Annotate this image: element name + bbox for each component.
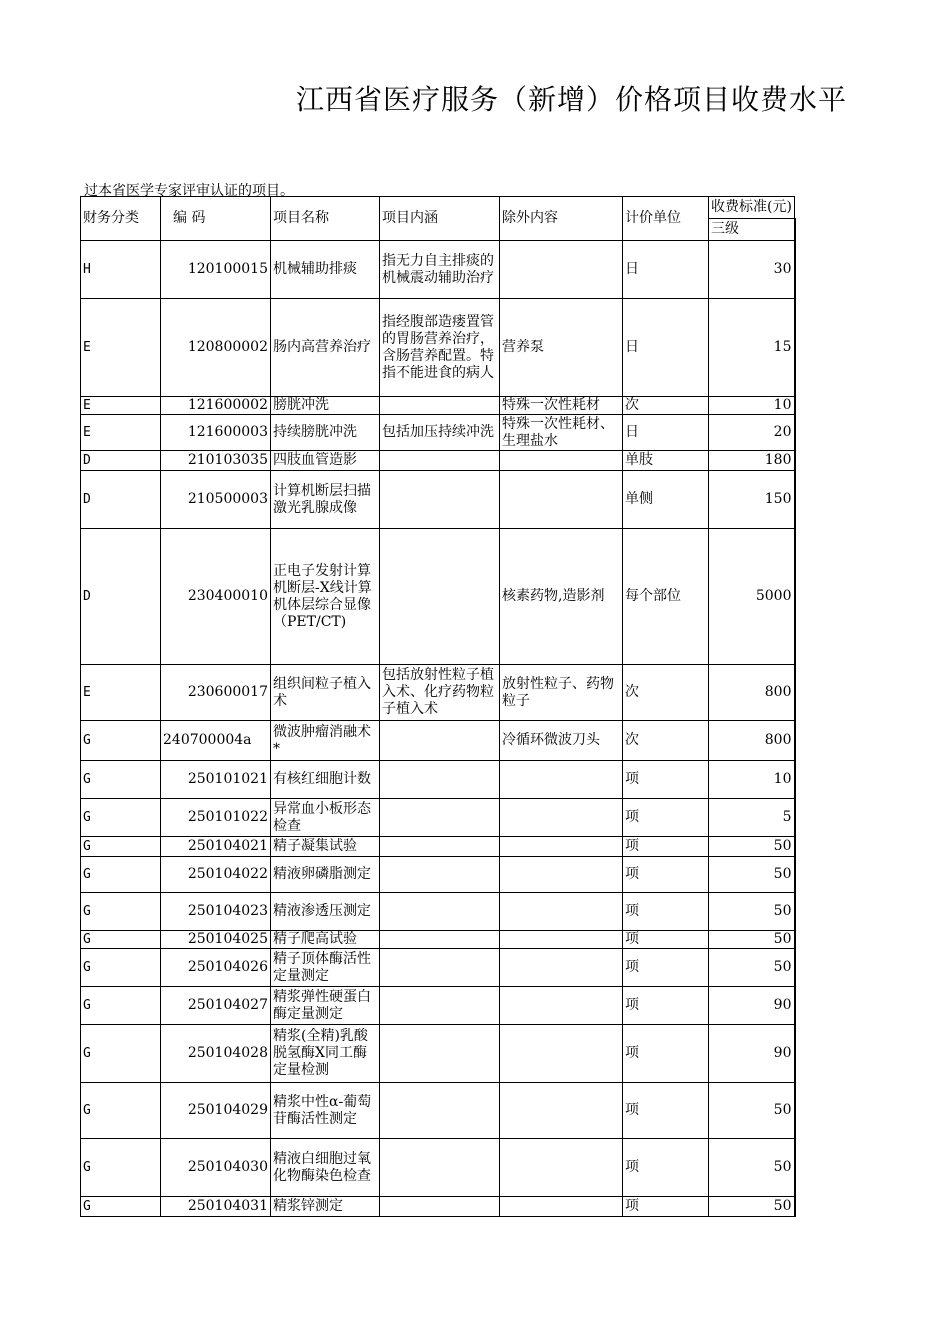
cell-code: 250104031 xyxy=(161,1197,271,1217)
table-row xyxy=(81,931,795,949)
cell-unit: 次 xyxy=(623,665,709,721)
cell-name: 有核红细胞计数 xyxy=(271,761,380,799)
cell-price: 5 xyxy=(709,799,795,837)
cell-price: 180 xyxy=(709,451,795,471)
cell-unit: 项 xyxy=(623,949,709,987)
cell-content: 指经腹部造瘘置管的胃肠营养治疗，含肠营养配置。特指不能进食的病人 xyxy=(380,299,500,397)
price-table xyxy=(80,196,796,1217)
table-row xyxy=(81,721,795,761)
table-row xyxy=(81,299,795,397)
cell-category: G xyxy=(81,1139,161,1197)
cell-content xyxy=(380,761,500,799)
cell-name: 机械辅助排痰 xyxy=(271,241,380,299)
cell-category: E xyxy=(81,299,161,397)
cell-excluded xyxy=(500,1083,623,1139)
cell-price: 50 xyxy=(709,857,795,893)
cell-unit: 日 xyxy=(623,415,709,451)
cell-name: 肠内高营养治疗 xyxy=(271,299,380,397)
cell-price: 50 xyxy=(709,837,795,857)
cell-price: 10 xyxy=(709,761,795,799)
table-row xyxy=(81,987,795,1025)
cell-excluded xyxy=(500,893,623,931)
header-code: 编 码 xyxy=(161,197,271,241)
cell-content: 指无力自主排痰的机械震动辅助治疗 xyxy=(380,241,500,299)
cell-price: 15 xyxy=(709,299,795,397)
table-row xyxy=(81,471,795,529)
cell-category: G xyxy=(81,799,161,837)
cell-code: 250101021 xyxy=(161,761,271,799)
cell-price: 30 xyxy=(709,241,795,299)
cell-name: 异常血小板形态检查 xyxy=(271,799,380,837)
cell-excluded xyxy=(500,471,623,529)
cell-category: G xyxy=(81,721,161,761)
cell-category: G xyxy=(81,837,161,857)
cell-code: 121600002 xyxy=(161,397,271,415)
cell-price: 50 xyxy=(709,949,795,987)
cell-unit: 单肢 xyxy=(623,451,709,471)
cell-price: 50 xyxy=(709,893,795,931)
cell-name: 持续膀胱冲洗 xyxy=(271,415,380,451)
cell-excluded xyxy=(500,1025,623,1083)
cell-category: D xyxy=(81,529,161,665)
cell-code: 121600003 xyxy=(161,415,271,451)
cell-category: G xyxy=(81,931,161,949)
cell-code: 230600017 xyxy=(161,665,271,721)
table-row xyxy=(81,799,795,837)
table-row xyxy=(81,415,795,451)
cell-category: E xyxy=(81,665,161,721)
cell-category: G xyxy=(81,893,161,931)
cell-excluded: 特殊一次性耗材 xyxy=(500,397,623,415)
cell-name: 微波肿瘤消融术* xyxy=(271,721,380,761)
cell-name: 精浆锌测定 xyxy=(271,1197,380,1217)
cell-content xyxy=(380,721,500,761)
cell-price: 800 xyxy=(709,665,795,721)
cell-code: 250104028 xyxy=(161,1025,271,1083)
cell-category: G xyxy=(81,857,161,893)
cell-excluded xyxy=(500,931,623,949)
cell-content xyxy=(380,397,500,415)
cell-excluded: 冷循环微波刀头 xyxy=(500,721,623,761)
cell-name: 四肢血管造影 xyxy=(271,451,380,471)
cell-content xyxy=(380,987,500,1025)
cell-name: 膀胱冲洗 xyxy=(271,397,380,415)
cell-unit: 项 xyxy=(623,893,709,931)
cell-name: 精子凝集试验 xyxy=(271,837,380,857)
note-text: 过本省医学专家评审认证的项目。 xyxy=(84,183,294,199)
table-row xyxy=(81,397,795,415)
cell-category: E xyxy=(81,397,161,415)
cell-category: G xyxy=(81,1197,161,1217)
table-row xyxy=(81,1197,795,1217)
cell-code: 120100015 xyxy=(161,241,271,299)
cell-name: 正电子发射计算机断层-X线计算机体层综合显像（PET/CT) xyxy=(271,529,380,665)
cell-content xyxy=(380,1197,500,1217)
cell-excluded: 核素药物,造影剂 xyxy=(500,529,623,665)
cell-unit: 项 xyxy=(623,799,709,837)
cell-code: 250104021 xyxy=(161,837,271,857)
table-row xyxy=(81,761,795,799)
cell-name: 精子顶体酶活性定量测定 xyxy=(271,949,380,987)
cell-content xyxy=(380,1083,500,1139)
cell-code: 250104025 xyxy=(161,931,271,949)
cell-excluded xyxy=(500,1197,623,1217)
cell-name: 计算机断层扫描激光乳腺成像 xyxy=(271,471,380,529)
cell-unit: 日 xyxy=(623,241,709,299)
cell-name: 精液渗透压测定 xyxy=(271,893,380,931)
cell-category: G xyxy=(81,949,161,987)
cell-name: 精浆中性α-葡萄苷酶活性测定 xyxy=(271,1083,380,1139)
cell-content: 包括放射性粒子植入术、化疗药物粒子植入术 xyxy=(380,665,500,721)
cell-category: D xyxy=(81,451,161,471)
cell-content xyxy=(380,893,500,931)
cell-code: 250104029 xyxy=(161,1083,271,1139)
cell-code: 250101022 xyxy=(161,799,271,837)
cell-price: 50 xyxy=(709,1197,795,1217)
header-excluded: 除外内容 xyxy=(500,197,623,241)
cell-content xyxy=(380,799,500,837)
page-title: 江西省医疗服务（新增）价格项目收费水平 xyxy=(296,83,848,116)
cell-excluded xyxy=(500,1139,623,1197)
cell-price: 50 xyxy=(709,931,795,949)
cell-content xyxy=(380,1025,500,1083)
cell-code: 250104030 xyxy=(161,1139,271,1197)
cell-content: 包括加压持续冲洗 xyxy=(380,415,500,451)
cell-name: 精液白细胞过氧化物酶染色检查 xyxy=(271,1139,380,1197)
header-content: 项目内涵 xyxy=(380,197,500,241)
cell-content xyxy=(380,451,500,471)
cell-price: 5000 xyxy=(709,529,795,665)
cell-name: 精液卵磷脂测定 xyxy=(271,857,380,893)
cell-price: 20 xyxy=(709,415,795,451)
cell-excluded: 营养泵 xyxy=(500,299,623,397)
cell-code: 250104026 xyxy=(161,949,271,987)
cell-category: D xyxy=(81,471,161,529)
cell-category: G xyxy=(81,1025,161,1083)
cell-content xyxy=(380,931,500,949)
cell-unit: 项 xyxy=(623,931,709,949)
cell-unit: 次 xyxy=(623,721,709,761)
cell-code: 250104023 xyxy=(161,893,271,931)
cell-code: 120800002 xyxy=(161,299,271,397)
cell-price: 50 xyxy=(709,1083,795,1139)
cell-category: E xyxy=(81,415,161,451)
cell-unit: 项 xyxy=(623,1025,709,1083)
cell-excluded xyxy=(500,799,623,837)
cell-excluded xyxy=(500,761,623,799)
cell-category: G xyxy=(81,1083,161,1139)
cell-code: 210103035 xyxy=(161,451,271,471)
table-row xyxy=(81,241,795,299)
cell-content xyxy=(380,529,500,665)
table-row xyxy=(81,529,795,665)
cell-unit: 单侧 xyxy=(623,471,709,529)
cell-unit: 次 xyxy=(623,397,709,415)
table-row xyxy=(81,1083,795,1139)
cell-price: 10 xyxy=(709,397,795,415)
cell-price: 90 xyxy=(709,1025,795,1083)
cell-name: 精子爬高试验 xyxy=(271,931,380,949)
cell-code: 250104022 xyxy=(161,857,271,893)
table-row xyxy=(81,949,795,987)
cell-unit: 项 xyxy=(623,761,709,799)
cell-price: 90 xyxy=(709,987,795,1025)
cell-unit: 项 xyxy=(623,987,709,1025)
cell-content xyxy=(380,949,500,987)
cell-unit: 项 xyxy=(623,837,709,857)
cell-excluded xyxy=(500,241,623,299)
cell-content xyxy=(380,857,500,893)
cell-excluded xyxy=(500,451,623,471)
cell-unit: 日 xyxy=(623,299,709,397)
header-row xyxy=(81,197,795,219)
cell-price: 150 xyxy=(709,471,795,529)
cell-excluded xyxy=(500,949,623,987)
cell-content xyxy=(380,471,500,529)
cell-category: G xyxy=(81,987,161,1025)
header-name: 项目名称 xyxy=(271,197,380,241)
cell-name: 精浆(全精)乳酸脱氢酶X同工酶定量检测 xyxy=(271,1025,380,1083)
cell-category: H xyxy=(81,241,161,299)
table-row xyxy=(81,837,795,857)
cell-unit: 项 xyxy=(623,1083,709,1139)
cell-category: G xyxy=(81,761,161,799)
cell-code: 240700004a xyxy=(161,721,271,761)
cell-price: 800 xyxy=(709,721,795,761)
table-row xyxy=(81,857,795,893)
header-fee: 收费标准(元) xyxy=(709,197,795,219)
table-row xyxy=(81,451,795,471)
table-row xyxy=(81,1025,795,1083)
cell-name: 精浆弹性硬蛋白酶定量测定 xyxy=(271,987,380,1025)
cell-excluded xyxy=(500,857,623,893)
table-row xyxy=(81,665,795,721)
cell-excluded: 特殊一次性耗材、生理盐水 xyxy=(500,415,623,451)
cell-name: 组织间粒子植入术 xyxy=(271,665,380,721)
header-unit: 计价单位 xyxy=(623,197,709,241)
cell-price: 50 xyxy=(709,1139,795,1197)
cell-unit: 每个部位 xyxy=(623,529,709,665)
cell-code: 210500003 xyxy=(161,471,271,529)
cell-unit: 项 xyxy=(623,1139,709,1197)
cell-unit: 项 xyxy=(623,857,709,893)
table-row xyxy=(81,1139,795,1197)
cell-content xyxy=(380,837,500,857)
cell-code: 250104027 xyxy=(161,987,271,1025)
cell-code: 230400010 xyxy=(161,529,271,665)
table-row xyxy=(81,893,795,931)
cell-content xyxy=(380,1139,500,1197)
cell-excluded: 放射性粒子、药物粒子 xyxy=(500,665,623,721)
cell-excluded xyxy=(500,837,623,857)
cell-unit: 项 xyxy=(623,1197,709,1217)
cell-excluded xyxy=(500,987,623,1025)
header-category: 财务分类 xyxy=(81,197,161,241)
header-level: 三级 xyxy=(709,219,795,241)
